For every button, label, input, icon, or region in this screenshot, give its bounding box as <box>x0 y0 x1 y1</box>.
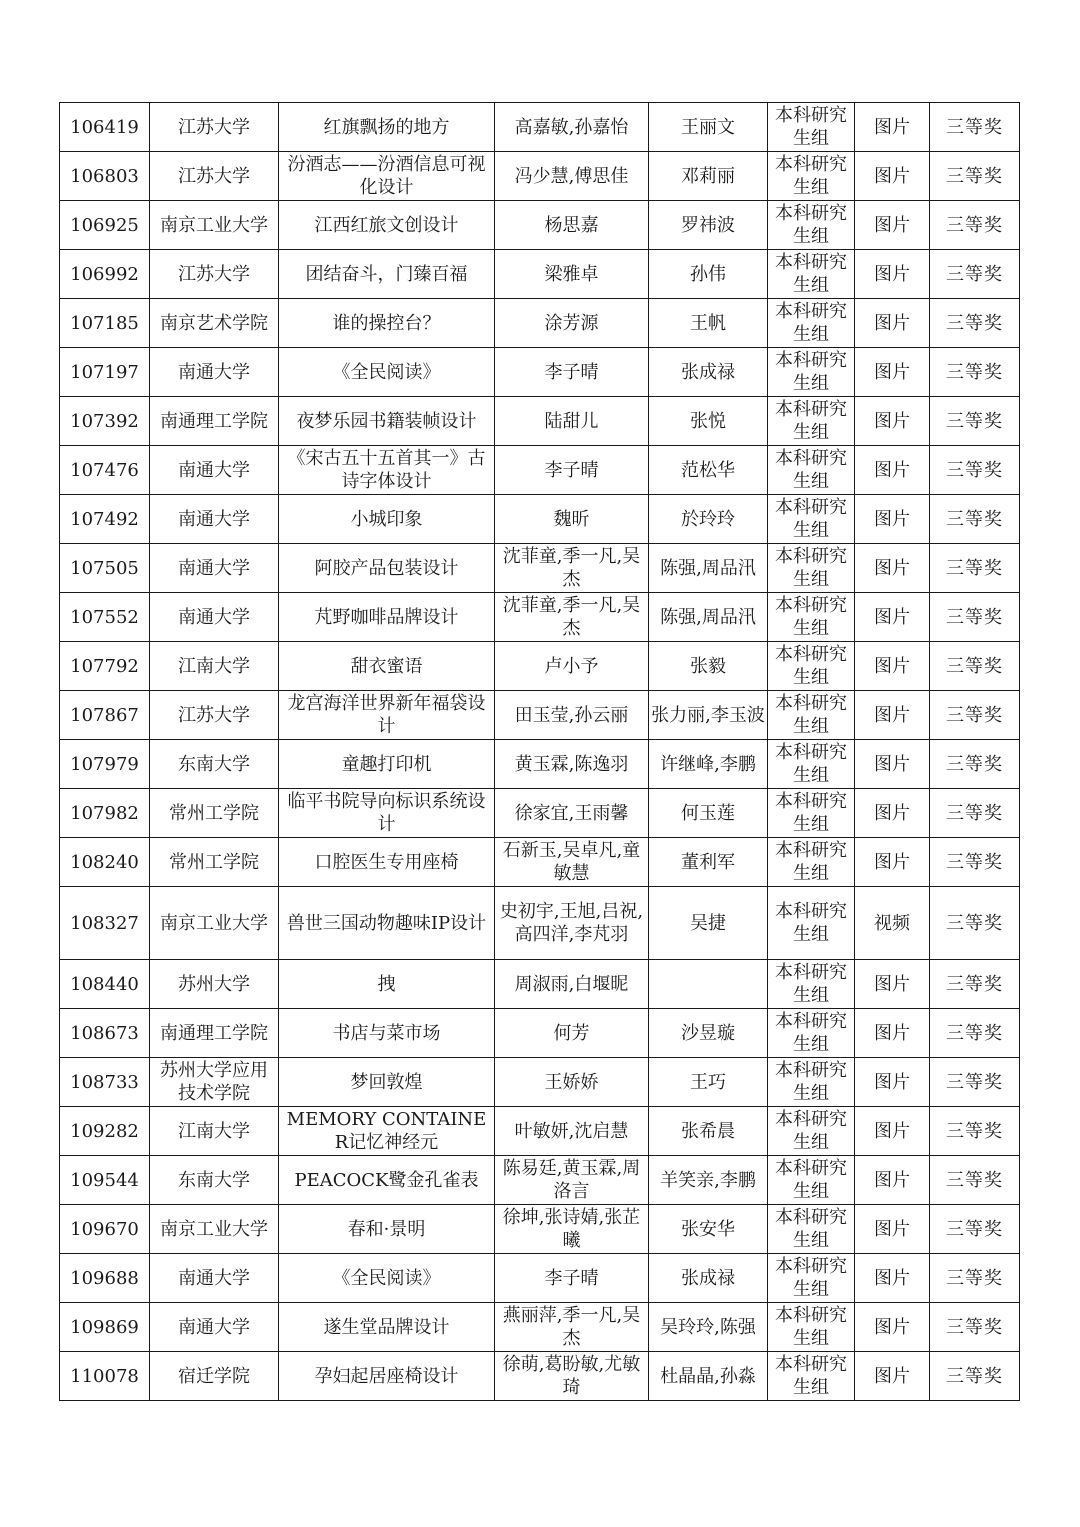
school-cell: 南通理工学院 <box>150 397 279 446</box>
advisor-cell: 孙伟 <box>649 250 768 299</box>
authors-cell: 徐坤,张诗婧,张芷曦 <box>495 1205 649 1254</box>
school-cell: 南京工业大学 <box>150 887 279 960</box>
work-title-cell: 临平书院导向标识系统设计 <box>279 789 495 838</box>
entry-id-cell: 109670 <box>60 1205 150 1254</box>
work-type-cell: 图片 <box>855 960 930 1009</box>
work-type-cell: 图片 <box>855 495 930 544</box>
work-title-cell: 龙宫海洋世界新年福袋设计 <box>279 691 495 740</box>
authors-cell: 魏昕 <box>495 495 649 544</box>
work-type-cell: 图片 <box>855 593 930 642</box>
authors-cell: 黄玉霖,陈逸羽 <box>495 740 649 789</box>
table-row <box>60 1254 1020 1303</box>
advisor-cell: 张希晨 <box>649 1107 768 1156</box>
table-row <box>60 103 1020 152</box>
entry-id-cell: 107505 <box>60 544 150 593</box>
prize-cell: 三等奖 <box>930 887 1020 960</box>
authors-cell: 燕丽萍,季一凡,吴杰 <box>495 1303 649 1352</box>
work-title-cell: MEMORY CONTAINER记忆神经元 <box>279 1107 495 1156</box>
prize-cell: 三等奖 <box>930 1205 1020 1254</box>
entry-id-cell: 106992 <box>60 250 150 299</box>
advisor-cell: 王丽文 <box>649 103 768 152</box>
advisor-cell: 罗祎波 <box>649 201 768 250</box>
group-cell: 本科研究生组 <box>768 1254 855 1303</box>
prize-cell: 三等奖 <box>930 446 1020 495</box>
group-cell: 本科研究生组 <box>768 789 855 838</box>
prize-cell: 三等奖 <box>930 642 1020 691</box>
entry-id-cell: 107867 <box>60 691 150 740</box>
group-cell: 本科研究生组 <box>768 642 855 691</box>
prize-cell: 三等奖 <box>930 740 1020 789</box>
work-title-cell: 小城印象 <box>279 495 495 544</box>
advisor-cell: 张力丽,李玉波 <box>649 691 768 740</box>
authors-cell: 李子晴 <box>495 348 649 397</box>
work-type-cell: 图片 <box>855 838 930 887</box>
school-cell: 常州工学院 <box>150 838 279 887</box>
advisor-cell: 张成禄 <box>649 1254 768 1303</box>
authors-cell: 冯少慧,傅思佳 <box>495 152 649 201</box>
group-cell: 本科研究生组 <box>768 1009 855 1058</box>
work-type-cell: 图片 <box>855 250 930 299</box>
entry-id-cell: 107492 <box>60 495 150 544</box>
work-type-cell: 图片 <box>855 1156 930 1205</box>
group-cell: 本科研究生组 <box>768 887 855 960</box>
prize-cell: 三等奖 <box>930 1009 1020 1058</box>
school-cell: 南通大学 <box>150 446 279 495</box>
school-cell: 南通大学 <box>150 348 279 397</box>
authors-cell: 史初宇,王旭,吕祝,高四洋,李芃羽 <box>495 887 649 960</box>
entry-id-cell: 108733 <box>60 1058 150 1107</box>
school-cell: 南通大学 <box>150 1254 279 1303</box>
awards-table-body <box>60 103 1020 1401</box>
table-row <box>60 1156 1020 1205</box>
school-cell: 南通大学 <box>150 1303 279 1352</box>
advisor-cell: 王巧 <box>649 1058 768 1107</box>
authors-cell: 李子晴 <box>495 446 649 495</box>
authors-cell: 涂芳源 <box>495 299 649 348</box>
advisor-cell: 张悦 <box>649 397 768 446</box>
entry-id-cell: 106925 <box>60 201 150 250</box>
group-cell: 本科研究生组 <box>768 1205 855 1254</box>
group-cell: 本科研究生组 <box>768 348 855 397</box>
work-type-cell: 图片 <box>855 201 930 250</box>
work-title-cell: PEACOCK鹭金孔雀表 <box>279 1156 495 1205</box>
group-cell: 本科研究生组 <box>768 740 855 789</box>
authors-cell: 徐萌,葛盼敏,尤敏琦 <box>495 1352 649 1401</box>
work-type-cell: 图片 <box>855 299 930 348</box>
advisor-cell: 於玲玲 <box>649 495 768 544</box>
table-row <box>60 789 1020 838</box>
prize-cell: 三等奖 <box>930 1107 1020 1156</box>
group-cell: 本科研究生组 <box>768 1156 855 1205</box>
work-title-cell: 谁的操控台？ <box>279 299 495 348</box>
entry-id-cell: 107792 <box>60 642 150 691</box>
awards-table <box>59 102 1020 1401</box>
table-row <box>60 960 1020 1009</box>
prize-cell: 三等奖 <box>930 789 1020 838</box>
work-type-cell: 图片 <box>855 1352 930 1401</box>
work-title-cell: 《宋古五十五首其一》古诗字体设计 <box>279 446 495 495</box>
authors-cell: 徐家宜,王雨馨 <box>495 789 649 838</box>
advisor-cell: 张毅 <box>649 642 768 691</box>
work-title-cell: 团结奋斗，门臻百福 <box>279 250 495 299</box>
authors-cell: 李子晴 <box>495 1254 649 1303</box>
table-row <box>60 152 1020 201</box>
entry-id-cell: 108327 <box>60 887 150 960</box>
prize-cell: 三等奖 <box>930 544 1020 593</box>
work-type-cell: 图片 <box>855 1107 930 1156</box>
advisor-cell: 范松华 <box>649 446 768 495</box>
work-title-cell: 春和·景明 <box>279 1205 495 1254</box>
prize-cell: 三等奖 <box>930 960 1020 1009</box>
work-title-cell: 口腔医生专用座椅 <box>279 838 495 887</box>
advisor-cell: 吴玲玲,陈强 <box>649 1303 768 1352</box>
school-cell: 南京工业大学 <box>150 201 279 250</box>
work-title-cell: 甜衣蜜语 <box>279 642 495 691</box>
group-cell: 本科研究生组 <box>768 1107 855 1156</box>
awards-sheet <box>59 102 1019 1401</box>
table-row <box>60 1009 1020 1058</box>
group-cell: 本科研究生组 <box>768 691 855 740</box>
work-type-cell: 图片 <box>855 103 930 152</box>
authors-cell: 陆甜儿 <box>495 397 649 446</box>
advisor-cell: 沙昱璇 <box>649 1009 768 1058</box>
work-type-cell: 图片 <box>855 544 930 593</box>
group-cell: 本科研究生组 <box>768 1352 855 1401</box>
school-cell: 江南大学 <box>150 1107 279 1156</box>
authors-cell: 高嘉敏,孙嘉怡 <box>495 103 649 152</box>
work-title-cell: 阿胶产品包装设计 <box>279 544 495 593</box>
work-title-cell: 孕妇起居座椅设计 <box>279 1352 495 1401</box>
work-title-cell: 遂生堂品牌设计 <box>279 1303 495 1352</box>
advisor-cell: 杜晶晶,孙淼 <box>649 1352 768 1401</box>
school-cell: 南京工业大学 <box>150 1205 279 1254</box>
school-cell: 江苏大学 <box>150 152 279 201</box>
prize-cell: 三等奖 <box>930 593 1020 642</box>
work-type-cell: 图片 <box>855 1205 930 1254</box>
advisor-cell: 张安华 <box>649 1205 768 1254</box>
work-type-cell: 图片 <box>855 789 930 838</box>
prize-cell: 三等奖 <box>930 250 1020 299</box>
work-type-cell: 图片 <box>855 446 930 495</box>
group-cell: 本科研究生组 <box>768 838 855 887</box>
school-cell: 南通大学 <box>150 495 279 544</box>
school-cell: 苏州大学应用技术学院 <box>150 1058 279 1107</box>
work-type-cell: 图片 <box>855 740 930 789</box>
prize-cell: 三等奖 <box>930 838 1020 887</box>
prize-cell: 三等奖 <box>930 152 1020 201</box>
work-type-cell: 图片 <box>855 1058 930 1107</box>
authors-cell: 沈菲童,季一凡,吴杰 <box>495 593 649 642</box>
advisor-cell: 羊笑亲,李鹏 <box>649 1156 768 1205</box>
work-type-cell: 图片 <box>855 152 930 201</box>
table-row <box>60 1205 1020 1254</box>
table-row <box>60 544 1020 593</box>
work-title-cell: 《全民阅读》 <box>279 348 495 397</box>
group-cell: 本科研究生组 <box>768 544 855 593</box>
authors-cell: 卢小予 <box>495 642 649 691</box>
group-cell: 本科研究生组 <box>768 495 855 544</box>
group-cell: 本科研究生组 <box>768 201 855 250</box>
school-cell: 南通理工学院 <box>150 1009 279 1058</box>
group-cell: 本科研究生组 <box>768 103 855 152</box>
entry-id-cell: 107197 <box>60 348 150 397</box>
school-cell: 江苏大学 <box>150 691 279 740</box>
authors-cell: 沈菲童,季一凡,吴杰 <box>495 544 649 593</box>
table-row <box>60 1303 1020 1352</box>
authors-cell: 周淑雨,白堰昵 <box>495 960 649 1009</box>
entry-id-cell: 108673 <box>60 1009 150 1058</box>
advisor-cell: 吴捷 <box>649 887 768 960</box>
work-type-cell: 图片 <box>855 1303 930 1352</box>
entry-id-cell: 107982 <box>60 789 150 838</box>
school-cell: 苏州大学 <box>150 960 279 1009</box>
work-title-cell: 汾酒志——汾酒信息可视化设计 <box>279 152 495 201</box>
table-row <box>60 495 1020 544</box>
authors-cell: 陈易廷,黄玉霖,周洛言 <box>495 1156 649 1205</box>
table-row <box>60 691 1020 740</box>
prize-cell: 三等奖 <box>930 201 1020 250</box>
group-cell: 本科研究生组 <box>768 397 855 446</box>
table-row <box>60 740 1020 789</box>
school-cell: 常州工学院 <box>150 789 279 838</box>
work-title-cell: 夜梦乐园书籍装帧设计 <box>279 397 495 446</box>
authors-cell: 何芳 <box>495 1009 649 1058</box>
entry-id-cell: 107185 <box>60 299 150 348</box>
work-title-cell: 书店与菜市场 <box>279 1009 495 1058</box>
work-title-cell: 红旗飘扬的地方 <box>279 103 495 152</box>
group-cell: 本科研究生组 <box>768 152 855 201</box>
entry-id-cell: 107476 <box>60 446 150 495</box>
table-row <box>60 348 1020 397</box>
advisor-cell: 邓莉丽 <box>649 152 768 201</box>
advisor-cell: 王帆 <box>649 299 768 348</box>
group-cell: 本科研究生组 <box>768 593 855 642</box>
work-title-cell: 拽 <box>279 960 495 1009</box>
school-cell: 江苏大学 <box>150 250 279 299</box>
table-row <box>60 1352 1020 1401</box>
authors-cell: 杨思嘉 <box>495 201 649 250</box>
school-cell: 南京艺术学院 <box>150 299 279 348</box>
work-type-cell: 图片 <box>855 397 930 446</box>
authors-cell: 梁雅卓 <box>495 250 649 299</box>
school-cell: 南通大学 <box>150 544 279 593</box>
school-cell: 江南大学 <box>150 642 279 691</box>
group-cell: 本科研究生组 <box>768 1058 855 1107</box>
prize-cell: 三等奖 <box>930 1058 1020 1107</box>
entry-id-cell: 110078 <box>60 1352 150 1401</box>
work-title-cell: 《全民阅读》 <box>279 1254 495 1303</box>
prize-cell: 三等奖 <box>930 103 1020 152</box>
table-row <box>60 642 1020 691</box>
entry-id-cell: 107979 <box>60 740 150 789</box>
table-row <box>60 1058 1020 1107</box>
entry-id-cell: 109544 <box>60 1156 150 1205</box>
entry-id-cell: 109282 <box>60 1107 150 1156</box>
work-title-cell: 兽世三国动物趣味IP设计 <box>279 887 495 960</box>
entry-id-cell: 107392 <box>60 397 150 446</box>
school-cell: 南通大学 <box>150 593 279 642</box>
group-cell: 本科研究生组 <box>768 960 855 1009</box>
entry-id-cell: 109688 <box>60 1254 150 1303</box>
group-cell: 本科研究生组 <box>768 446 855 495</box>
school-cell: 东南大学 <box>150 1156 279 1205</box>
table-row <box>60 299 1020 348</box>
table-row <box>60 446 1020 495</box>
work-title-cell: 江西红旅文创设计 <box>279 201 495 250</box>
prize-cell: 三等奖 <box>930 1352 1020 1401</box>
table-row <box>60 593 1020 642</box>
prize-cell: 三等奖 <box>930 397 1020 446</box>
work-type-cell: 图片 <box>855 1254 930 1303</box>
prize-cell: 三等奖 <box>930 495 1020 544</box>
advisor-cell <box>649 960 768 1009</box>
authors-cell: 石新玉,吴卓凡,童敏慧 <box>495 838 649 887</box>
school-cell: 江苏大学 <box>150 103 279 152</box>
work-title-cell: 梦回敦煌 <box>279 1058 495 1107</box>
table-row <box>60 250 1020 299</box>
table-row <box>60 838 1020 887</box>
school-cell: 东南大学 <box>150 740 279 789</box>
entry-id-cell: 106419 <box>60 103 150 152</box>
authors-cell: 王娇娇 <box>495 1058 649 1107</box>
prize-cell: 三等奖 <box>930 299 1020 348</box>
work-type-cell: 图片 <box>855 1009 930 1058</box>
entry-id-cell: 107552 <box>60 593 150 642</box>
authors-cell: 田玉莹,孙云丽 <box>495 691 649 740</box>
entry-id-cell: 109869 <box>60 1303 150 1352</box>
advisor-cell: 董利军 <box>649 838 768 887</box>
entry-id-cell: 108240 <box>60 838 150 887</box>
work-type-cell: 图片 <box>855 642 930 691</box>
authors-cell: 叶敏妍,沈启慧 <box>495 1107 649 1156</box>
work-title-cell: 童趣打印机 <box>279 740 495 789</box>
prize-cell: 三等奖 <box>930 1303 1020 1352</box>
advisor-cell: 陈强,周品汛 <box>649 593 768 642</box>
work-type-cell: 图片 <box>855 691 930 740</box>
group-cell: 本科研究生组 <box>768 250 855 299</box>
advisor-cell: 张成禄 <box>649 348 768 397</box>
work-title-cell: 芃野咖啡品牌设计 <box>279 593 495 642</box>
prize-cell: 三等奖 <box>930 691 1020 740</box>
prize-cell: 三等奖 <box>930 1156 1020 1205</box>
entry-id-cell: 108440 <box>60 960 150 1009</box>
advisor-cell: 陈强,周品汛 <box>649 544 768 593</box>
school-cell: 宿迁学院 <box>150 1352 279 1401</box>
table-row <box>60 887 1020 960</box>
advisor-cell: 何玉莲 <box>649 789 768 838</box>
table-row <box>60 201 1020 250</box>
prize-cell: 三等奖 <box>930 348 1020 397</box>
prize-cell: 三等奖 <box>930 1254 1020 1303</box>
entry-id-cell: 106803 <box>60 152 150 201</box>
table-row <box>60 397 1020 446</box>
work-type-cell: 视频 <box>855 887 930 960</box>
table-row <box>60 1107 1020 1156</box>
group-cell: 本科研究生组 <box>768 1303 855 1352</box>
advisor-cell: 许继峰,李鹏 <box>649 740 768 789</box>
work-type-cell: 图片 <box>855 348 930 397</box>
group-cell: 本科研究生组 <box>768 299 855 348</box>
